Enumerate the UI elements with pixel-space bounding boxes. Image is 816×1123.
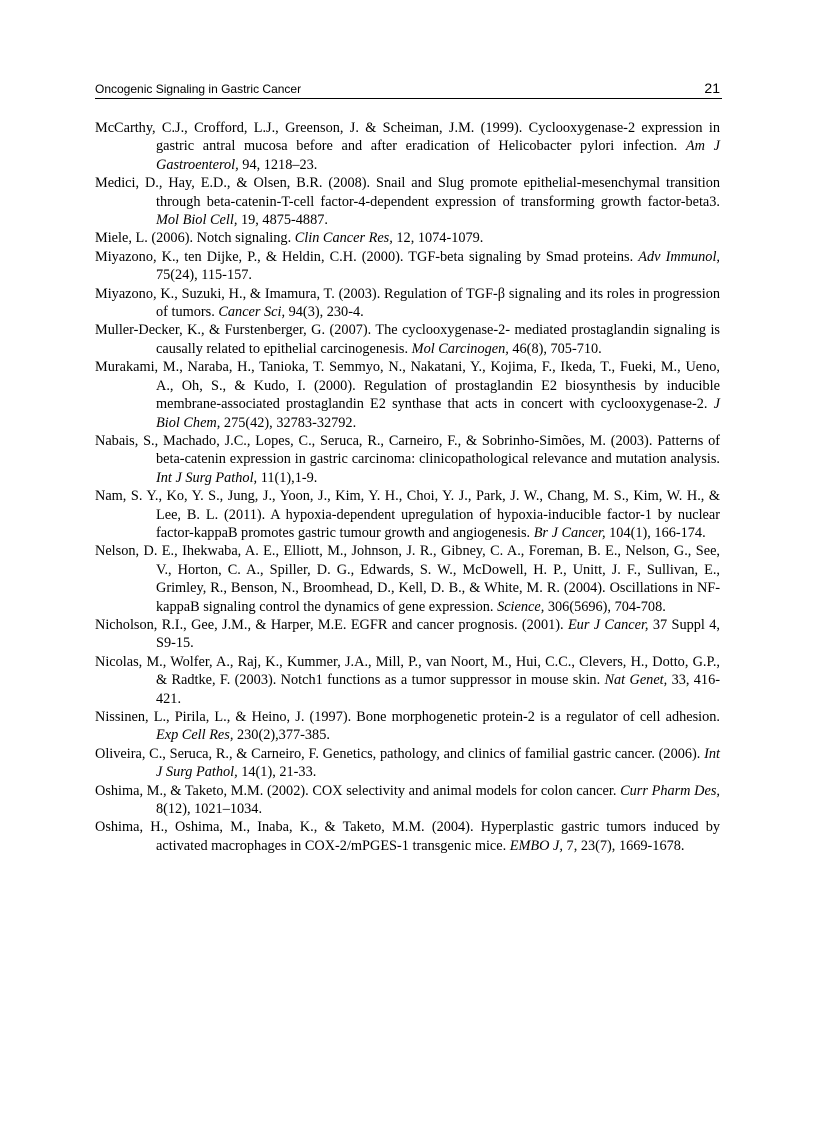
reference-text: Miyazono, K., Suzuki, H., & Imamura, T. (2003). Regulation of TGF-β signaling and its roles in progression of tumors. xyxy=(95,285,720,321)
reference-text: Oliveira, C., Seruca, R., & Carneiro, F. Genetics, pathology, and clinics of familial gastric cancer. (2006). xyxy=(95,745,705,762)
journal-name: Mol Biol Cell, xyxy=(156,212,238,229)
reference-item xyxy=(95,248,720,285)
reference-citation: 275(42), 32783-32792. xyxy=(220,414,357,431)
reference-citation: 14(1), 21-33. xyxy=(237,764,317,781)
journal-name: Clin Cancer Res, xyxy=(294,230,393,247)
running-title: Oncogenic Signaling in Gastric Cancer xyxy=(95,82,302,96)
reference-text: Nelson, D. E., Ihekwaba, A. E., Elliott, M., Johnson, J. R., Gibney, C. A., Foreman, B. E., Nelson, G., See, V., Horton, C. A., Spiller, D. G., Edwards, S. W., McDowell, H. P., Unitt, J. F., Sullivan, E., Grimley, R., Benson, N., Broomhead, D., Kell, D. B., & White, M. R. (2004). Oscillations in NF-kappaB signaling control the dynamics of gene expression. xyxy=(95,543,720,615)
journal-name: Cancer Sci, xyxy=(218,304,286,321)
reference-text: Nicolas, M., Wolfer, A., Raj, K., Kummer, J.A., Mill, P., van Noort, M., Hui, C.C., Clevers, H., Dotto, G.P., & Radtke, F. (2003). Notch1 functions as a tumor suppressor in mouse skin. xyxy=(95,653,720,689)
reference-item xyxy=(95,285,720,322)
reference-item xyxy=(95,653,720,708)
reference-citation: 94, 1218–23. xyxy=(238,156,318,173)
reference-text: Medici, D., Hay, E.D., & Olsen, B.R. (2008). Snail and Slug promote epithelial-mesenchymal transition through beta-catenin-T-cell factor-4-dependent expression of transforming growth factor-beta3. xyxy=(95,175,720,210)
reference-citation: 230(2),377-385. xyxy=(233,727,330,744)
reference-text: Nissinen, L., Pirila, L., & Heino, J. (1997). Bone morphogenetic protein-2 is a regulator of cell adhesion. xyxy=(95,709,720,725)
journal-name: Int J Surg Pathol, xyxy=(156,469,258,486)
reference-item xyxy=(95,616,720,653)
journal-name: Curr Pharm Des, xyxy=(620,782,720,799)
journal-name: Br J Cancer, xyxy=(533,524,606,541)
reference-item xyxy=(95,119,720,174)
journal-name: Int J Surg Pathol, xyxy=(156,745,720,781)
reference-citation: 11(1),1-9. xyxy=(257,469,318,486)
reference-citation: 104(1), 166-174. xyxy=(605,524,706,541)
reference-item xyxy=(95,321,720,358)
journal-name: Am J Gastroenterol, xyxy=(156,138,720,173)
reference-citation: 94(3), 230-4. xyxy=(285,304,364,321)
running-header xyxy=(95,78,722,99)
reference-item xyxy=(95,745,720,782)
reference-citation: 37 Suppl 4, S9-15. xyxy=(156,616,720,652)
reference-text: Oshima, H., Oshima, M., Inaba, K., & Taketo, M.M. (2004). Hyperplastic gastric tumors induced by activated macrophages in COX-2/mPGES-1 transgenic mice. xyxy=(95,819,720,854)
journal-name: Nat Genet, xyxy=(604,672,668,689)
reference-item xyxy=(95,818,720,855)
reference-text: Miele, L. (2006). Notch signaling. xyxy=(95,230,295,247)
reference-citation: 33, 416-421. xyxy=(156,672,720,707)
reference-item xyxy=(95,229,720,247)
reference-item xyxy=(95,708,720,745)
reference-text: McCarthy, C.J., Crofford, L.J., Greenson, J. & Scheiman, J.M. (1999). Cyclooxygenase-2 expression in gastric antral mucosa before and after eradication of Helicobacter pylori infection. xyxy=(95,120,720,155)
journal-name: Mol Carcinogen, xyxy=(411,340,509,357)
reference-text: Murakami, M., Naraba, H., Tanioka, T. Semmyo, N., Nakatani, Y., Kojima, F., Ikeda, T., Fueki, M., Ueno, A., Oh, S., & Kudo, I. (2000). Regulation of prostaglandin E2 biosynthesis by inducible membrane-associated prostaglandin E2 synthase that acts in concert with cyclooxygenase-2. xyxy=(95,359,720,413)
reference-citation: 19, 4875-4887. xyxy=(237,212,328,229)
reference-item xyxy=(95,782,720,819)
journal-name: Eur J Cancer, xyxy=(567,616,649,633)
reference-text: Nicholson, R.I., Gee, J.M., & Harper, M.E. EGFR and cancer prognosis. (2001). xyxy=(95,616,568,633)
reference-text: Miyazono, K., ten Dijke, P., & Heldin, C.H. (2000). TGF-beta signaling by Smad proteins. xyxy=(95,248,639,265)
reference-text: Nabais, S., Machado, J.C., Lopes, C., Seruca, R., Carneiro, F., & Sobrinho-Simões, M. (2003). Patterns of beta-catenin expression in gastric carcinoma: clinicopathological relevance and mutation analysis. xyxy=(95,432,720,468)
reference-citation: 8(12), 1021–1034. xyxy=(156,801,263,818)
reference-list xyxy=(95,119,720,855)
reference-item xyxy=(95,174,720,229)
journal-name: EMBO J, xyxy=(509,837,563,854)
reference-citation: 7, 23(7), 1669-1678. xyxy=(562,837,685,854)
reference-item xyxy=(95,487,720,542)
journal-name: Exp Cell Res, xyxy=(156,727,234,744)
reference-citation: 75(24), 115-157. xyxy=(156,267,252,284)
reference-item xyxy=(95,542,720,616)
reference-text: Oshima, M., & Taketo, M.M. (2002). COX selectivity and animal models for colon cancer. xyxy=(95,782,621,799)
reference-citation: 12, 1074-1079. xyxy=(392,230,484,247)
reference-text: Nam, S. Y., Ko, Y. S., Jung, J., Yoon, J., Kim, Y. H., Choi, Y. J., Park, J. W., Chang, M. S., Kim, W. H., & Lee, B. L. (2011). A hypoxia-dependent upregulation of hypoxia-inducible factor-1 by nuclear factor-kappaB promotes gastric tumour growth and angiogenesis. xyxy=(95,488,720,541)
reference-item xyxy=(95,358,720,432)
journal-name: Science, xyxy=(497,598,545,615)
reference-text: Muller-Decker, K., & Furstenberger, G. (2007). The cyclooxygenase-2- mediated prostaglandin signaling is causally related to epithelial carcinogenesis. xyxy=(95,322,720,357)
journal-name: Adv Immunol, xyxy=(638,248,720,265)
reference-citation: 46(8), 705-710. xyxy=(508,340,602,357)
reference-item xyxy=(95,432,720,487)
page-number: 21 xyxy=(704,80,720,96)
journal-name: J Biol Chem, xyxy=(156,396,720,431)
reference-citation: 306(5696), 704-708. xyxy=(544,598,666,615)
